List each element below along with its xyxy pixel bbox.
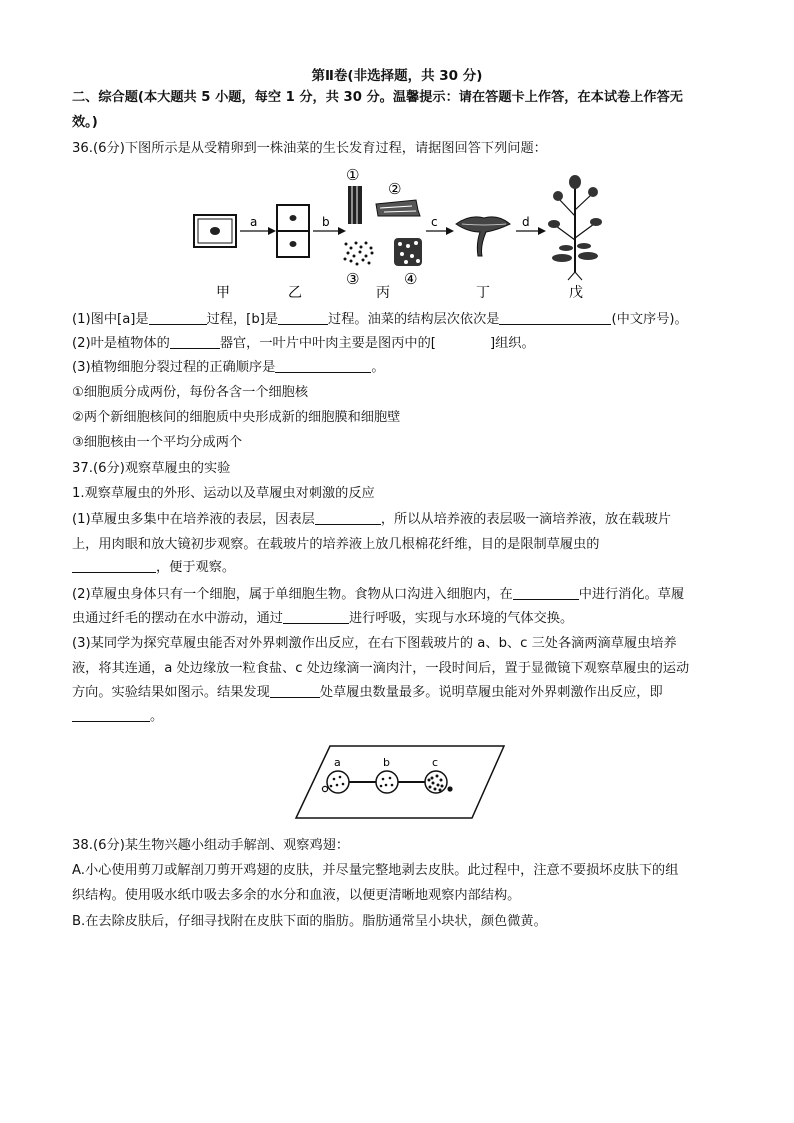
stage-label-jia: 甲 xyxy=(216,285,230,301)
arrow-label-a: a xyxy=(250,215,258,229)
q37-s3-line3: 方向。实验结果如图示。结果发现 处草履虫数量最多。说明草履虫能对外界刺激作出反应，即 xyxy=(72,685,663,700)
section-title: 第Ⅱ卷(非选择题，共 30 分) xyxy=(311,68,483,84)
q37-s1-line3: ，便于观察。 xyxy=(72,558,235,578)
slide-label-b: b xyxy=(383,756,390,769)
arrow-label-c: c xyxy=(431,215,438,229)
tissue-4-meristem xyxy=(394,238,422,266)
tissue-1-conducting xyxy=(348,186,362,224)
tissue-number-1: ① xyxy=(346,166,360,184)
q37-s2-line1: (2)草履虫身体只有一个细胞，属于单细胞生物。食物从口沟进入细胞内，在 中进行消化。草履 xyxy=(72,587,685,602)
rapeseed-plant xyxy=(548,175,602,280)
answer-blank[interactable] xyxy=(315,510,381,525)
q37-s3-line4: 。 xyxy=(72,707,163,727)
q37-part1: 1.观察草履虫的外形、运动以及草履虫对刺激的反应 xyxy=(72,486,375,501)
tissue-number-3: ③ xyxy=(346,270,360,288)
answer-blank[interactable] xyxy=(72,707,150,722)
q38-step-a-line1: A.小心使用剪刀或解剖刀剪开鸡翅的皮肤，并尽量完整地剥去皮肤。此过程中，注意不要损坏皮肤下的组 xyxy=(72,863,679,878)
answer-blank[interactable] xyxy=(283,609,349,624)
answer-blank[interactable] xyxy=(149,310,207,325)
q38-stem: 38.(6分)某生物兴趣小组动手解剖、观察鸡翅： xyxy=(72,838,350,853)
answer-blank[interactable] xyxy=(270,683,320,698)
q37-s3-line2: 液，将其连通，a 处边缘放一粒食盐、c 处边缘滴一滴肉汁，一段时间后，置于显微镜下观察草履虫的运动 xyxy=(72,661,690,676)
q36-option-2: ②两个新细胞核间的细胞质中央形成新的细胞膜和细胞壁 xyxy=(72,410,401,425)
q38-step-a-line2: 织结构。使用吸水纸巾吸去多余的水分和血液，以便更清晰地观察内部结构。 xyxy=(72,888,521,903)
q38-step-b-line1: B.在去除皮肤后，仔细寻找附在皮肤下面的脂肪。脂肪通常呈小块状，颜色微黄。 xyxy=(72,914,547,929)
stage-label-bing: 丙 xyxy=(376,285,390,301)
leaf-organ xyxy=(456,217,510,256)
stage-label-wu: 戊 xyxy=(569,285,583,301)
paramecium-slide-figure xyxy=(294,742,506,824)
q37-s3-line1: (3)某同学为探究草履虫能否对外界刺激作出反应，在右下图载玻片的 a、b、c 三处各滴两滴草履虫培养 xyxy=(72,636,677,651)
arrow-label-b: b xyxy=(322,215,330,229)
two-cell-stage xyxy=(277,205,309,257)
answer-blank[interactable] xyxy=(278,310,328,325)
q37-s2-line2: 虫通过纤毛的摆动在水中游动，通过 进行呼吸，实现与水环境的气体交换。 xyxy=(72,611,574,626)
section-heading-line2: 效。) xyxy=(72,115,98,130)
q36-option-3: ③细胞核由一个平均分成两个 xyxy=(72,435,243,450)
stage-label-ding: 丁 xyxy=(476,285,490,301)
stage-label-yi: 乙 xyxy=(288,285,302,301)
tissue-number-4: ④ xyxy=(404,270,418,288)
q36-stem: 36.(6分)下图所示是从受精卵到一株油菜的生长发育过程，请据图回答下列问题： xyxy=(72,141,547,156)
q36-growth-figure xyxy=(180,160,620,310)
slide-label-c: c xyxy=(432,756,439,769)
q36-sub2: (2)叶是植物体的 器官，一叶片中叶肉主要是图丙中的[ ]组织。 xyxy=(72,336,535,351)
answer-blank[interactable] xyxy=(513,585,579,600)
q36-sub1: (1)图中[a]是 过程，[b]是 过程。油菜的结构层次依次是 (中文序号)。 xyxy=(72,312,688,327)
section-heading-line1: 二、综合题(本大题共 5 小题，每空 1 分，共 30 分。温馨提示：请在答题卡上作答，在本试卷上作答无 xyxy=(72,90,683,105)
tissue-3-parenchyma xyxy=(344,242,374,266)
tissue-number-2: ② xyxy=(388,180,402,198)
q37-s1-line1: (1)草履虫多集中在培养液的表层，因表层 ，所以从培养液的表层吸一滴培养液，放在载玻片 xyxy=(72,512,671,527)
arrow-label-d: d xyxy=(522,215,530,229)
q37-stem: 37.(6分)观察草履虫的实验 xyxy=(72,461,231,476)
slide-label-a: a xyxy=(334,756,341,769)
answer-blank[interactable] xyxy=(275,358,371,373)
q36-sub3: (3)植物细胞分裂过程的正确顺序是 。 xyxy=(72,360,385,375)
drop-b xyxy=(376,771,398,793)
q36-option-1: ①细胞质分成两份，每份各含一个细胞核 xyxy=(72,385,309,400)
answer-blank[interactable] xyxy=(499,310,611,325)
tissue-2-protective xyxy=(376,200,420,216)
q37-s1-line2: 上，用肉眼和放大镜初步观察。在载玻片的培养液上放几根棉花纤维，目的是限制草履虫的 xyxy=(72,537,600,552)
answer-blank[interactable] xyxy=(170,334,220,349)
answer-blank[interactable] xyxy=(72,558,156,573)
zygote-cell xyxy=(194,215,236,247)
